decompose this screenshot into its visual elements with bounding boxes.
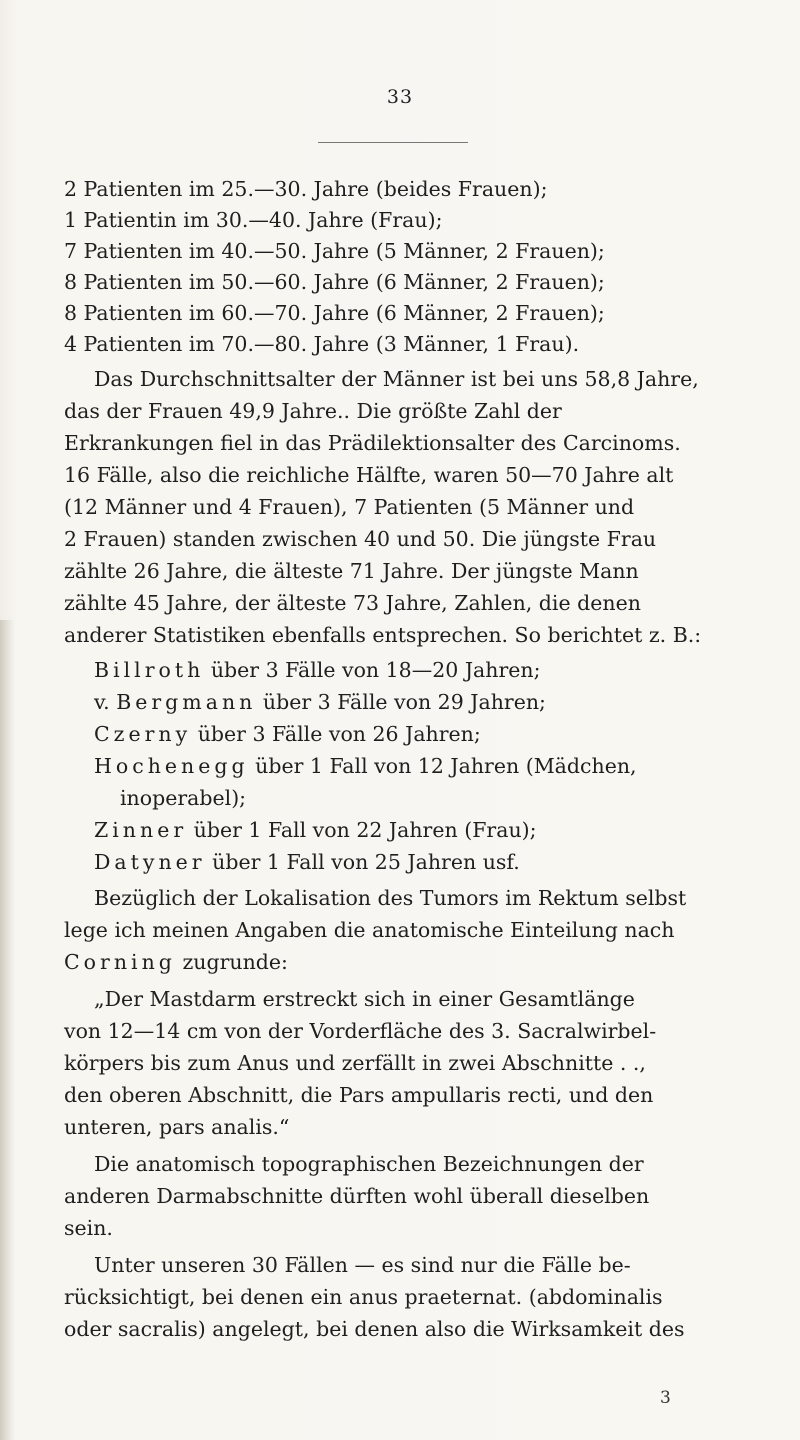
page-number: 33 [386, 86, 414, 108]
age-list-item: 7 Patienten im 40.—50. Jahre (5 Männer, 2 Frauen); [64, 239, 605, 263]
paragraph-line: 2 Frauen) standen zwischen 40 und 50. Die jüngste Frau [64, 527, 657, 551]
report-prefix: v. [94, 690, 117, 714]
report-text: über 1 Fall von 12 Jahren (Mädchen, [248, 754, 637, 778]
report-author: Zinner [94, 818, 188, 842]
report-line [94, 719, 481, 749]
paragraph-line: zählte 26 Jahre, die älteste 71 Jahre. Der jüngste Mann [64, 559, 639, 583]
quote-line: unteren, pars analis.“ [64, 1115, 290, 1139]
report-line [94, 687, 546, 717]
quote-line: „Der Mastdarm erstreckt sich in einer Gesamtlänge [94, 987, 635, 1011]
report-line [94, 815, 537, 845]
paragraph-line: sein. [64, 1216, 113, 1240]
paragraph-line: Unter unseren 30 Fällen — es sind nur die Fälle be- [94, 1253, 631, 1277]
paragraph-line: das der Frauen 49,9 Jahre.. Die größte Zahl der [64, 399, 562, 423]
age-list-item: 1 Patientin im 30.—40. Jahre (Frau); [64, 208, 443, 232]
paragraph-text: zugrunde: [175, 950, 288, 974]
report-text: über 3 Fälle von 18—20 Jahren; [204, 658, 541, 682]
report-author: Billroth [94, 658, 205, 682]
paragraph-line: 16 Fälle, also die reichliche Hälfte, waren 50—70 Jahre alt [64, 463, 674, 487]
report-author: Hochenegg [94, 754, 249, 778]
report-author: Czerny [94, 722, 192, 746]
paragraph-line: zählte 45 Jahre, der älteste 73 Jahre, Zahlen, die denen [64, 591, 641, 615]
age-list-item: 2 Patienten im 25.—30. Jahre (beides Frauen); [64, 177, 548, 201]
paragraph-line: Erkrankungen fiel in das Prädilektionsalter des Carcinoms. [64, 431, 681, 455]
report-text: über 1 Fall von 22 Jahren (Frau); [187, 818, 537, 842]
quote-line: körpers bis zum Anus und zerfällt in zwei Abschnitte . ., [64, 1051, 646, 1075]
age-list-item: 4 Patienten im 70.—80. Jahre (3 Männer, 1 Frau). [64, 332, 580, 356]
quote-line: von 12—14 cm von der Vorderfläche des 3. Sacralwirbel- [64, 1019, 657, 1043]
paragraph-line: anderer Statistiken ebenfalls entsprechen. So berichtet z. B.: [64, 623, 702, 647]
paragraph-line: Das Durchschnittsalter der Männer ist bei uns 58,8 Jahre, [94, 367, 699, 391]
report-author: Datyner [94, 850, 206, 874]
signature-mark: 3 [660, 1388, 671, 1408]
report-line: inoperabel); [120, 786, 247, 810]
paragraph-line: anderen Darmabschnitte dürften wohl überall dieselben [64, 1184, 650, 1208]
report-author: Bergmann [116, 690, 257, 714]
age-list-item: 8 Patienten im 50.—60. Jahre (6 Männer, 2 Frauen); [64, 270, 605, 294]
paragraph-line: Die anatomisch topographischen Bezeichnungen der [94, 1152, 644, 1176]
age-list-item: 8 Patienten im 60.—70. Jahre (6 Männer, 2 Frauen); [64, 301, 605, 325]
report-line [94, 751, 637, 781]
paragraph-line: rücksichtigt, bei denen ein anus praeternat. (abdominalis [64, 1285, 663, 1309]
paragraph-line: lege ich meinen Angaben die anatomische Einteilung nach [64, 918, 675, 942]
report-text: über 3 Fälle von 26 Jahren; [191, 722, 481, 746]
paragraph-line: oder sacralis) angelegt, bei denen also die Wirksamkeit des [64, 1317, 685, 1341]
report-text: über 1 Fall von 25 Jahren usf. [205, 850, 520, 874]
quote-line: den oberen Abschnitt, die Pars ampullaris recti, und den [64, 1083, 654, 1107]
report-text: über 3 Fälle von 29 Jahren; [256, 690, 546, 714]
header-rule [318, 142, 468, 143]
report-line [94, 847, 520, 877]
report-line [94, 655, 541, 685]
paragraph-line: (12 Männer und 4 Frauen), 7 Patienten (5 Männer und [64, 495, 635, 519]
page-binding-edge [0, 620, 14, 1440]
cited-author: Corning [64, 950, 176, 974]
paragraph-line [64, 947, 288, 977]
paragraph-line: Bezüglich der Lokalisation des Tumors im Rektum selbst [94, 886, 687, 910]
